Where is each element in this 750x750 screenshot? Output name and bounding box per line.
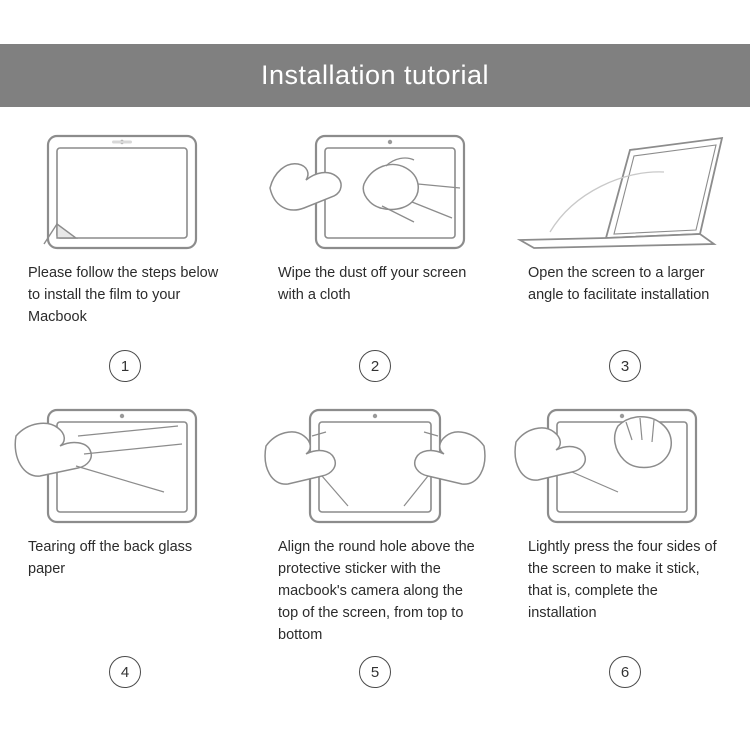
header-banner xyxy=(0,44,750,107)
step-number-wrap-4 xyxy=(14,656,236,702)
step-number-1: 1 xyxy=(109,350,141,382)
tablet-with-peeling-corner-icon xyxy=(14,122,236,262)
step-card-6 xyxy=(500,396,750,702)
step-figure-4 xyxy=(14,396,236,536)
page-title: Installation tutorial xyxy=(260,60,490,90)
step-number-wrap-1 xyxy=(14,350,236,396)
step-caption-3: Open the screen to a larger angle to facilitate installation xyxy=(528,265,710,303)
step-number-wrap-3 xyxy=(514,350,736,396)
step-number-3: 3 xyxy=(609,350,641,382)
step-card-4 xyxy=(0,396,250,702)
hand-wiping-screen-with-cloth-icon xyxy=(264,122,486,262)
step-card-3 xyxy=(500,122,750,396)
step-caption-6: Lightly press the four sides of the screen to make it stick, that is, complete the installation xyxy=(528,539,717,621)
step-number-5: 5 xyxy=(359,656,391,688)
step-figure-1 xyxy=(14,122,236,262)
step-caption-1: Please follow the steps below to install the film to your Macbook xyxy=(28,265,219,325)
step-figure-5 xyxy=(264,396,486,536)
step-number-4: 4 xyxy=(109,656,141,688)
step-figure-2 xyxy=(264,122,486,262)
step-number-2: 2 xyxy=(359,350,391,382)
step-figure-3 xyxy=(514,122,736,262)
step-caption-4: Tearing off the back glass paper xyxy=(28,539,193,577)
steps-grid xyxy=(0,122,750,702)
bottom-spacer xyxy=(0,728,750,750)
step-caption-5: Align the round hole above the protective sticker with the macbook's camera along the top of the screen, from top to bottom xyxy=(278,539,475,643)
step-figure-6 xyxy=(514,396,736,536)
two-hands-aligning-film-icon xyxy=(264,396,486,536)
step-caption-2: Wipe the dust off your screen with a cloth xyxy=(278,265,467,303)
step-number-6: 6 xyxy=(609,656,641,688)
hand-pressing-screen-edges-icon xyxy=(514,396,736,536)
step-card-1 xyxy=(0,122,250,396)
step-card-2 xyxy=(250,122,500,396)
step-card-5 xyxy=(250,396,500,702)
hand-peeling-back-paper-icon xyxy=(14,396,236,536)
step-number-wrap-5 xyxy=(264,656,486,702)
step-number-wrap-6 xyxy=(514,656,736,702)
open-laptop-side-view-icon xyxy=(514,122,736,262)
step-number-wrap-2 xyxy=(264,350,486,396)
